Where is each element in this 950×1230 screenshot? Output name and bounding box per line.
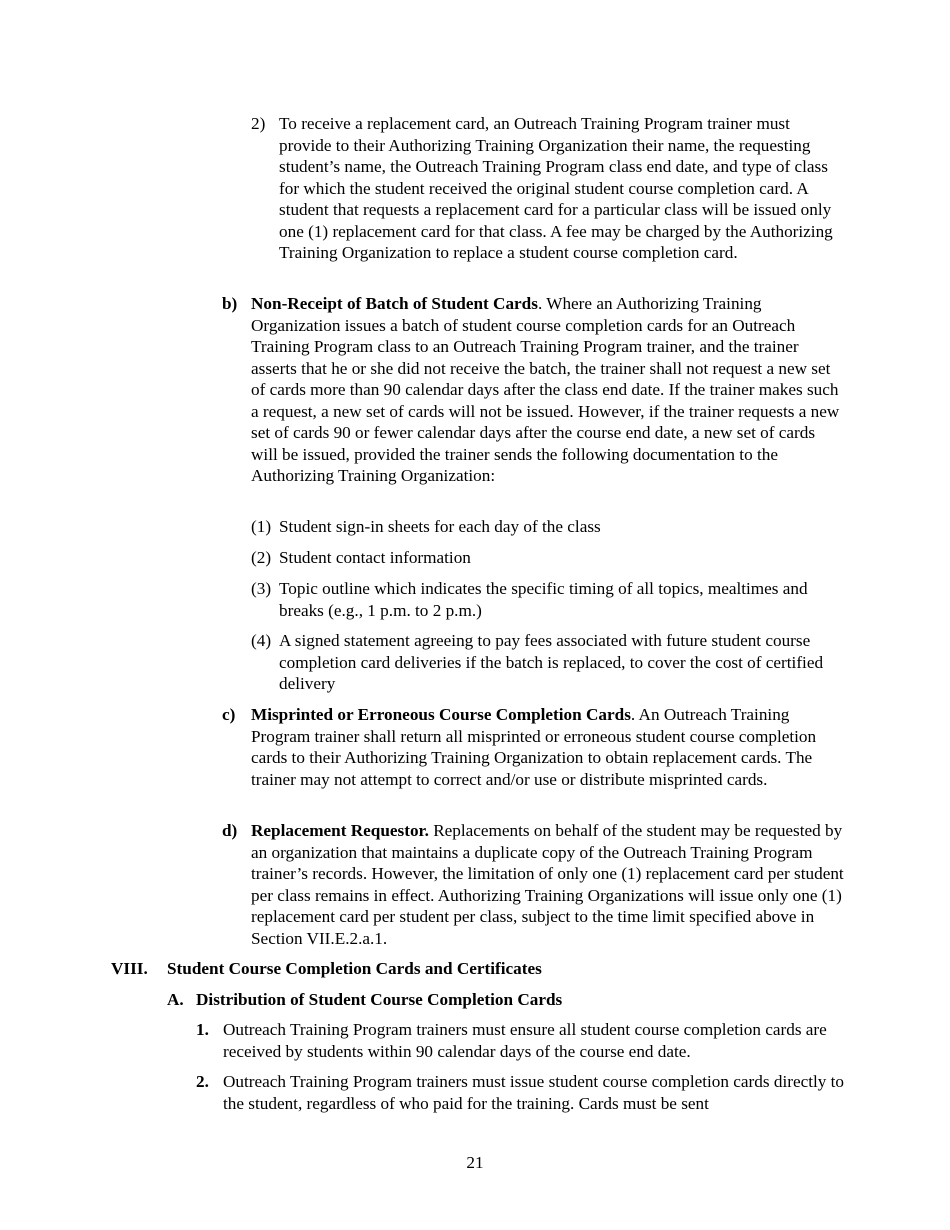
item-2-number: 2) xyxy=(251,114,266,133)
subitem-4-number: (4) xyxy=(251,631,272,650)
section-title: Student Course Completion Cards and Certificates xyxy=(167,959,542,978)
subitem-1-number: (1) xyxy=(251,517,272,536)
item-b-letter: b) xyxy=(222,294,238,313)
item-c-heading: Misprinted or Erroneous Course Completion Cards xyxy=(251,705,631,724)
item-d-text: Replacements on behalf of the student may be requested by an organization that maintains a duplicate copy of the Outreach Training Program trainer’s records. However, the limitation of only one (1) replacement card per student per class remains in effect. Authorizing Training Organizations will issue only one (1) replacement card per student per class, subject to the time limit specified above in Section VII.E.2.a.1. xyxy=(251,821,844,948)
subsection-title: Distribution of Student Course Completion Cards xyxy=(196,990,563,1009)
item-2-text: To receive a replacement card, an Outreach Training Program trainer must provide to their Authorizing Training Organization their name, the requesting student’s name, the Outreach Training Program class end date, and type of class for which the student received the original student course completion card. A student that requests a replacement card for a particular class will be issued only one (1) replacement card for that class. A fee may be charged by the Authorizing Training Organization to replace a student course completion card. xyxy=(279,114,833,262)
subitem-4-text: A signed statement agreeing to pay fees associated with future student course completion card deliveries if the batch is replaced, to cover the cost of certified delivery xyxy=(279,631,824,693)
numbered-item-1-text: Outreach Training Program trainers must ensure all student course completion cards are received by students within 90 calendar days of the course end date. xyxy=(223,1020,827,1061)
numbered-item-2-text: Outreach Training Program trainers must issue student course completion cards directly to the student, regardless of who paid for the training. Cards must be sent xyxy=(223,1072,845,1113)
item-b-heading: Non-Receipt of Batch of Student Cards xyxy=(251,294,538,313)
subsection-letter: A. xyxy=(167,990,184,1009)
item-d-heading: Replacement Requestor. xyxy=(251,821,429,840)
item-b-text: . Where an Authorizing Training Organization issues a batch of student course completion cards for an Outreach Training Program class to an Outreach Training Program trainer, and the trainer asserts that he or she did not receive the batch, the trainer shall not request a new set of cards more than 90 calendar days after the class end date. If the trainer makes such a request, a new set of cards will not be issued. However, if the trainer requests a new set of cards 90 or fewer calendar days after the course end date, a new set of cards will be issued, provided the trainer sends the following documentation to the Authorizing Training Organization: xyxy=(251,294,840,485)
item-b-paragraph xyxy=(251,293,845,487)
subitem-1-text: Student sign-in sheets for each day of the class xyxy=(279,517,601,536)
item-c-letter: c) xyxy=(222,705,236,724)
item-c-text: . An Outreach Training Program trainer shall return all misprinted or erroneous student course completion cards to their Authorizing Training Organization to obtain replacement cards. The trainer may not attempt to correct and/or use or distribute misprinted cards. xyxy=(251,705,817,789)
subitem-2-number: (2) xyxy=(251,548,272,567)
subitem-3-text: Topic outline which indicates the specific timing of all topics, mealtimes and breaks (e.g., 1 p.m. to 2 p.m.) xyxy=(279,579,808,620)
numbered-item-1-number: 1. xyxy=(196,1020,209,1039)
subitem-2-text: Student contact information xyxy=(279,548,471,567)
item-d-paragraph xyxy=(251,820,845,949)
section-number: VIII. xyxy=(111,959,148,978)
numbered-item-2-number: 2. xyxy=(196,1072,209,1091)
item-c-paragraph xyxy=(251,704,845,790)
page-number: 21 xyxy=(466,1153,484,1172)
subitem-3-number: (3) xyxy=(251,579,272,598)
item-d-letter: d) xyxy=(222,821,238,840)
